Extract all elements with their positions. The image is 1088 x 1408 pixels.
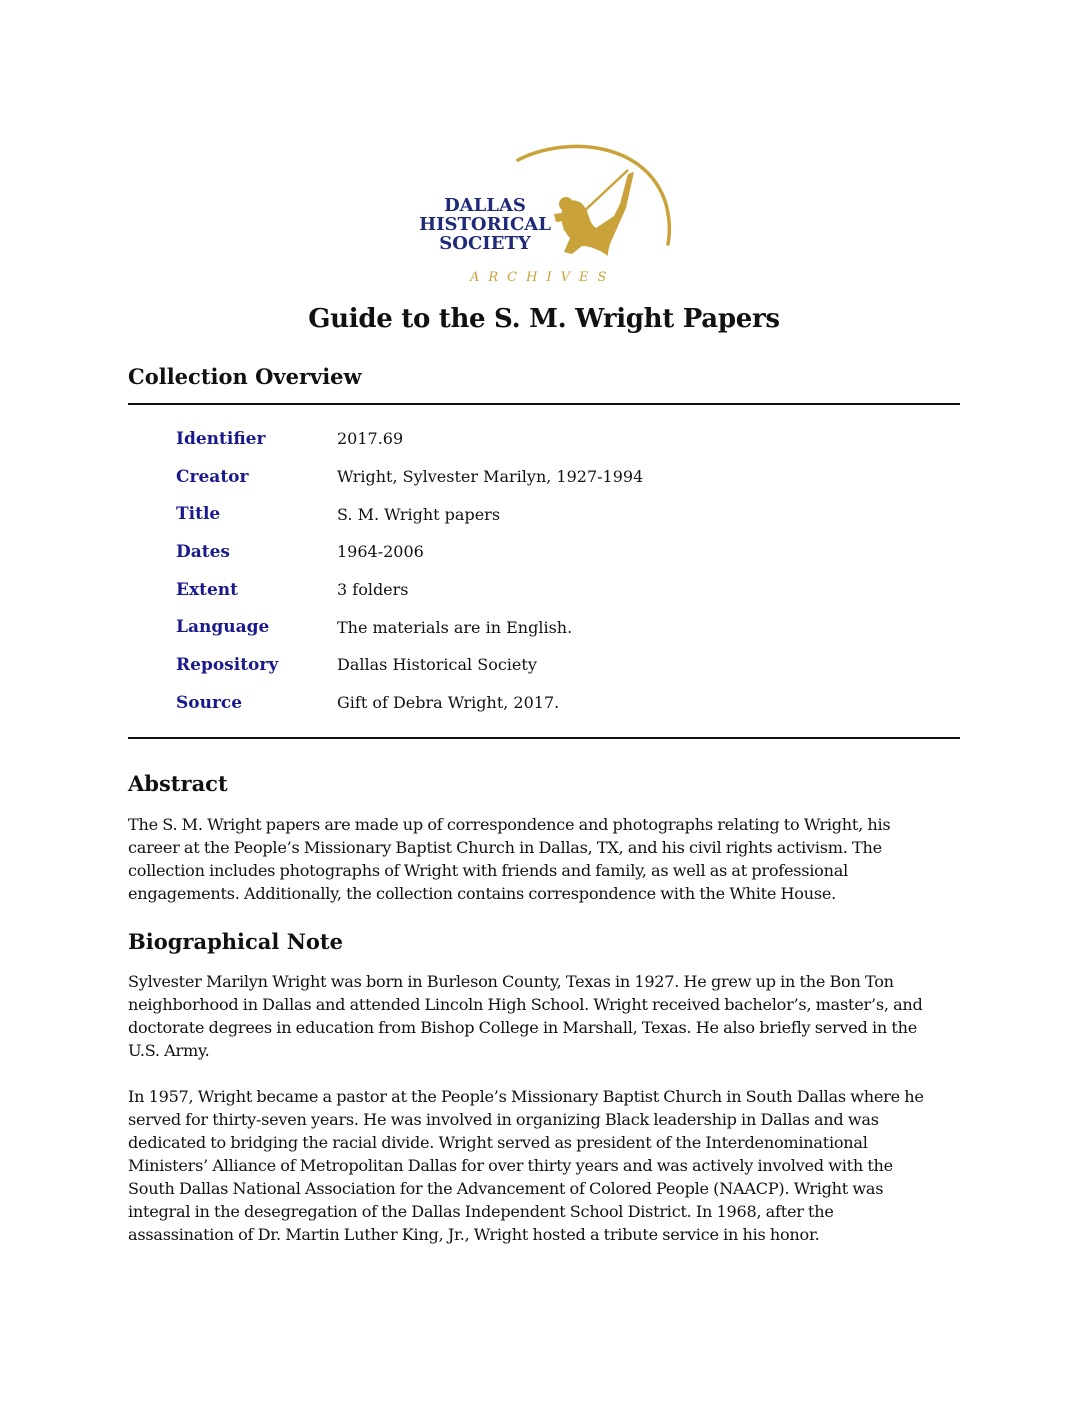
overview-value: 1964-2006	[337, 542, 424, 562]
text-line: neighborhood in Dallas and attended Lincoln High School. Wright received bachelor’s, master’s, and	[128, 995, 923, 1014]
overview-value: Dallas Historical Society	[337, 655, 537, 675]
collection-overview-table	[176, 420, 936, 722]
overview-row-creator	[176, 458, 936, 496]
biographical-paragraph-1	[128, 970, 968, 1062]
text-line: In 1957, Wright became a pastor at the People’s Missionary Baptist Church in South Dallas where he	[128, 1087, 924, 1106]
text-line: doctorate degrees in education from Bishop College in Marshall, Texas. He also briefly served in the	[128, 1018, 917, 1037]
overview-value: 2017.69	[337, 429, 404, 449]
text-line: engagements. Additionally, the collection contains correspondence with the White House.	[128, 884, 836, 903]
text-line: served for thirty-seven years. He was involved in organizing Black leadership in Dallas and was	[128, 1110, 879, 1129]
overview-label: Dates	[176, 541, 230, 562]
abstract-heading: Abstract	[128, 771, 228, 796]
overview-row-dates	[176, 533, 936, 571]
overview-label: Extent	[176, 579, 238, 600]
overview-value: Gift of Debra Wright, 2017.	[337, 693, 560, 713]
logo-line-3: SOCIETY	[439, 233, 531, 254]
overview-row-source	[176, 684, 936, 722]
overview-row-repository	[176, 646, 936, 684]
text-line: collection includes photographs of Wright with friends and family, as well as at professional	[128, 861, 848, 880]
dallas-historical-society-logo	[414, 142, 676, 292]
biographical-note-heading: Biographical Note	[128, 929, 343, 954]
logo-line-2: HISTORICAL	[419, 214, 551, 235]
text-line: integral in the desegregation of the Dallas Independent School District. In 1968, after the	[128, 1202, 834, 1221]
overview-label: Source	[176, 692, 243, 713]
overview-value: 3 folders	[337, 580, 409, 600]
collection-overview-heading: Collection Overview	[128, 364, 362, 389]
overview-label: Title	[176, 504, 221, 525]
overview-row-identifier	[176, 420, 936, 458]
overview-row-extent	[176, 571, 936, 609]
overview-value: Wright, Sylvester Marilyn, 1927-1994	[337, 467, 644, 487]
overview-bottom-rule	[128, 737, 960, 739]
text-line: Sylvester Marilyn Wright was born in Burleson County, Texas in 1927. He grew up in the Bon Ton	[128, 972, 894, 991]
logo-wordmark	[414, 196, 556, 253]
overview-top-rule	[128, 403, 960, 405]
overview-label: Repository	[176, 654, 279, 675]
text-line: South Dallas National Association for the Advancement of Colored People (NAACP). Wright was	[128, 1179, 884, 1198]
logo-archives-label: ARCHIVES	[470, 270, 616, 285]
logo-line-1: DALLAS	[444, 195, 526, 216]
page-title: Guide to the S. M. Wright Papers	[308, 304, 780, 334]
text-line: The S. M. Wright papers are made up of correspondence and photographs relating to Wright, his	[128, 815, 891, 834]
text-line: Ministers’ Alliance of Metropolitan Dallas for over thirty years and was actively involved with the	[128, 1156, 893, 1175]
text-line: U.S. Army.	[128, 1041, 210, 1060]
overview-row-language	[176, 608, 936, 646]
biographical-paragraph-2	[128, 1085, 968, 1246]
text-line: career at the People’s Missionary Baptist Church in Dallas, TX, and his civil rights activism. The	[128, 838, 882, 857]
overview-label: Identifier	[176, 428, 266, 449]
overview-label: Language	[176, 617, 270, 638]
abstract-paragraph	[128, 813, 968, 905]
overview-value: The materials are in English.	[337, 617, 573, 637]
overview-label: Creator	[176, 466, 249, 487]
text-line: assassination of Dr. Martin Luther King, Jr., Wright hosted a tribute service in his honor.	[128, 1225, 820, 1244]
overview-value: S. M. Wright papers	[337, 504, 501, 524]
text-line: dedicated to bridging the racial divide. Wright served as president of the Interdenominational	[128, 1133, 868, 1152]
overview-row-title	[176, 495, 936, 533]
